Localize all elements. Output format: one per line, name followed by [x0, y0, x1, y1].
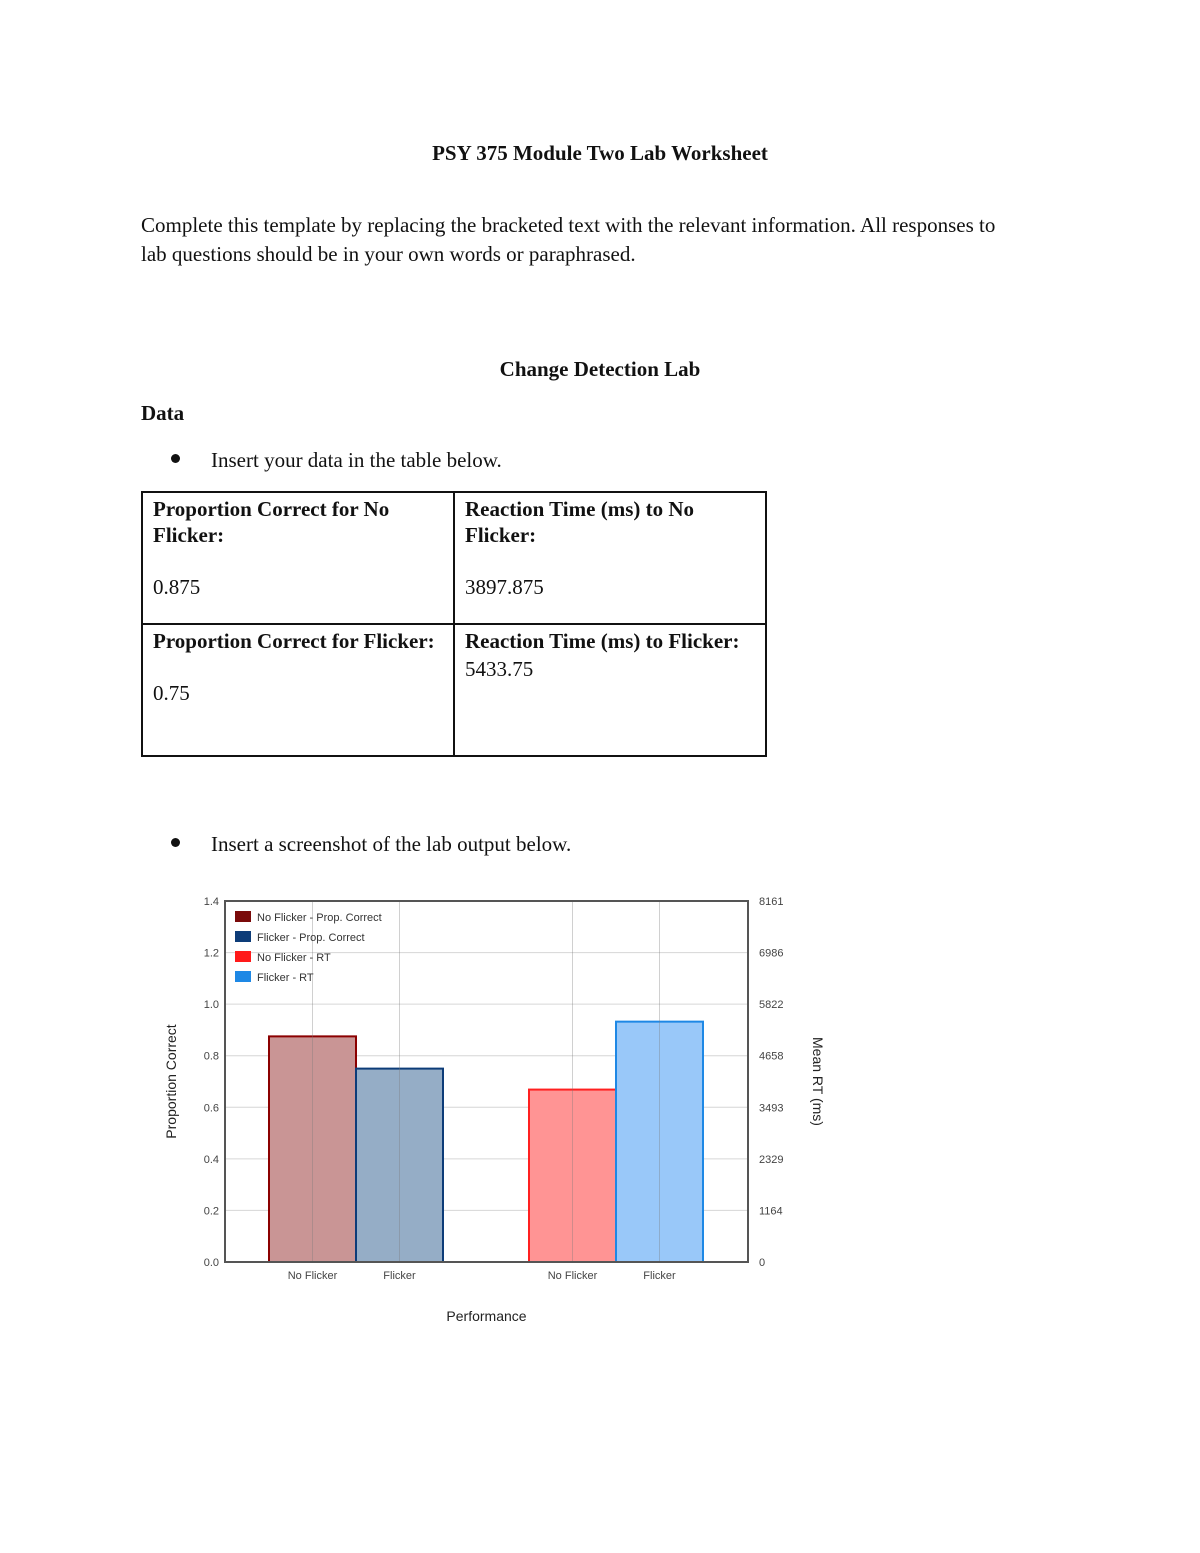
legend-swatch: [235, 931, 251, 942]
y2-tick-label: 8161: [759, 896, 784, 908]
cell-label: Proportion Correct for No Flicker:: [153, 497, 390, 547]
y2-tick-label: 4658: [759, 1050, 784, 1063]
y2-tick-label: 1164: [759, 1205, 783, 1218]
y-axis-title: Proportion Correct: [163, 1024, 179, 1139]
legend-label: Flicker - RT: [257, 972, 314, 984]
y-tick-label: 0.8: [203, 1050, 219, 1063]
y2-tick-label: 5822: [759, 999, 784, 1012]
intro-paragraph: Complete this template by replacing the bracketed text with the relevant information. All responses to lab questions should be in your own words or paraphrased.: [141, 213, 996, 266]
y-tick-label: 0.0: [203, 1257, 219, 1269]
y-tick-label: 0.6: [203, 1102, 219, 1115]
cell-value: 3897.875: [465, 575, 544, 599]
cell-label: Proportion Correct for Flicker:: [153, 629, 435, 653]
y-tick-label: 1.4: [203, 896, 219, 908]
x-tick-label: No Flicker: [287, 1270, 338, 1282]
y2-tick-label: 0: [759, 1257, 766, 1269]
cell-label: Reaction Time (ms) to No Flicker:: [465, 497, 695, 547]
bullet-text: Insert a screenshot of the lab output below.: [211, 832, 572, 856]
cell-value: 0.875: [153, 575, 201, 599]
cell-value: 5433.75: [465, 657, 534, 681]
table-cell: [142, 624, 454, 756]
y-tick-label: 0.2: [203, 1205, 219, 1218]
bullet-item-screenshot: [171, 832, 571, 857]
cell-value: 0.75: [153, 681, 190, 705]
x-axis-title: Performance: [446, 1308, 527, 1324]
y2-tick-label: 3493: [759, 1102, 784, 1115]
legend-swatch: [235, 971, 251, 982]
bullet-text: Insert your data in the table below.: [211, 448, 502, 472]
bullet-item-table: [171, 448, 502, 473]
bar-chart: [140, 882, 860, 1342]
legend-swatch: [235, 951, 251, 962]
table-cell: [454, 624, 766, 756]
bullet-icon: [171, 838, 180, 847]
legend-swatch: [235, 911, 251, 922]
y2-tick-label: 2329: [759, 1153, 784, 1166]
data-table: [141, 491, 767, 757]
table-row: [142, 492, 766, 624]
table-row: [142, 624, 766, 756]
y-tick-label: 1.2: [203, 947, 219, 960]
section-title: Change Detection Lab: [499, 357, 701, 381]
bullet-icon: [171, 454, 180, 463]
x-tick-label: No Flicker: [547, 1270, 598, 1282]
y-tick-label: 1.0: [203, 999, 219, 1012]
table-cell: [142, 492, 454, 624]
legend-label: No Flicker - RT: [257, 952, 331, 964]
chart-container: [140, 882, 860, 1342]
table-cell: [454, 492, 766, 624]
x-tick-label: Flicker: [643, 1270, 676, 1282]
y2-tick-label: 6986: [759, 947, 784, 960]
legend-label: No Flicker - Prop. Correct: [257, 912, 382, 924]
cell-label: Reaction Time (ms) to Flicker:: [465, 629, 740, 653]
data-heading: Data: [141, 401, 185, 425]
legend-label: Flicker - Prop. Correct: [257, 932, 365, 944]
y2-axis-title: Mean RT (ms): [810, 1037, 826, 1126]
x-tick-label: Flicker: [383, 1270, 416, 1282]
document-title: PSY 375 Module Two Lab Worksheet: [432, 141, 768, 165]
y-tick-label: 0.4: [203, 1153, 219, 1166]
